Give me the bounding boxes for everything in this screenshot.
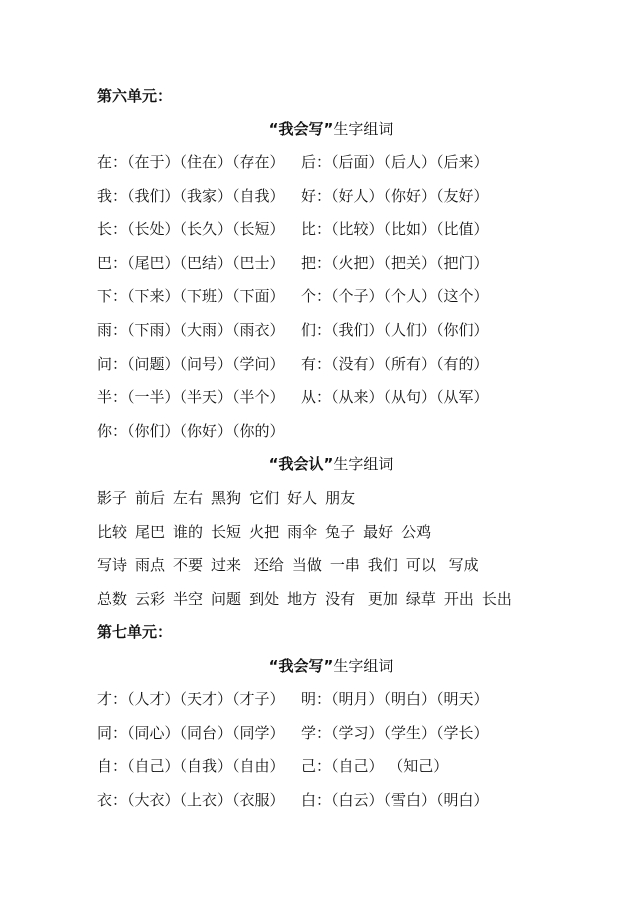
recognize-word: 没有	[325, 589, 356, 608]
heading-quote: “我会认”	[268, 455, 334, 473]
recognize-word: 火把	[249, 522, 280, 541]
entry-right: 学：（学习）（学生）（学长）	[301, 723, 489, 742]
recognize-word: 雨伞	[287, 522, 318, 541]
entry-left: 长：（长处）（长久）（长短）	[97, 220, 285, 239]
entry-left: 问：（问题）（问号）（学问）	[97, 354, 285, 373]
heading-quote: “我会写”	[268, 120, 334, 138]
recognize-word: 尾巴	[135, 522, 166, 541]
recognize-word: 还给	[249, 556, 284, 575]
heading-rest: 生字组词	[333, 657, 394, 675]
recognize-line	[97, 488, 363, 508]
entry-right: 好：（好人）（你好）（友好）	[301, 186, 489, 205]
recognize-word: 谁的	[173, 522, 204, 541]
recognize-word: 影子	[97, 489, 128, 507]
recognize-word: 开出	[443, 589, 474, 608]
recognize-word: 地方	[287, 589, 318, 608]
recognize-word: 云彩	[135, 589, 166, 608]
recognize-word: 我们	[367, 556, 398, 575]
entry-right: 们：（我们）（人们）（你们）	[301, 321, 489, 339]
recognize-word: 写成	[443, 556, 479, 575]
recognize-word: 写诗	[97, 556, 128, 575]
unit6-title: 第六单元：	[97, 87, 173, 105]
recognize-word: 黑狗	[211, 489, 242, 507]
recognize-word: 绿草	[405, 589, 436, 608]
entry-left: 我：（我们）（我家）（自我）	[97, 186, 285, 205]
recognize-word: 可以	[405, 556, 436, 575]
entry-right: 比：（比较）（比如）（比值）	[301, 220, 489, 239]
entry-left: 才：（人才）（天才）（才子）	[97, 690, 285, 708]
entry-left: 你：（你们）（你好）（你的）	[97, 421, 285, 440]
entry-left: 雨：（下雨）（大雨）（雨衣）	[97, 321, 285, 339]
recognize-word: 长出	[481, 589, 512, 608]
recognize-line	[97, 555, 487, 575]
entry-right: 后：（后面）（后人）（后来）	[301, 153, 489, 171]
unit7-write-heading	[0, 656, 640, 676]
recognize-word: 兔子	[325, 522, 356, 541]
recognize-word: 公鸡	[401, 522, 432, 541]
entry-right: 白：（白云）（雪白）（明白）	[301, 790, 489, 809]
recognize-line	[97, 522, 439, 542]
heading-rest: 生字组词	[333, 455, 394, 473]
entry-left: 半：（一半）（半天）（半个）	[97, 388, 285, 407]
recognize-word: 不要	[173, 556, 204, 575]
entry-left: 衣：（大衣）（上衣）（衣服）	[97, 790, 285, 809]
recognize-word: 半空	[173, 589, 204, 608]
recognize-word: 到处	[249, 589, 280, 608]
recognize-word: 它们	[249, 489, 280, 507]
recognize-word: 问题	[211, 589, 242, 608]
entry-left: 自：（自己）（自我）（自由）	[97, 757, 285, 776]
recognize-word: 长短	[211, 522, 242, 541]
recognize-word: 朋友	[325, 489, 356, 507]
entry-left: 下：（下来）（下班）（下面）	[97, 287, 285, 306]
unit6-recognize-heading	[0, 454, 640, 474]
recognize-word: 当做	[291, 556, 322, 575]
recognize-word: 过来	[211, 556, 242, 575]
entry-right: 己：（自己） （知己）	[301, 757, 449, 776]
entry-right: 从：（从来）（从句）（从军）	[301, 388, 489, 407]
entry-right: 个：（个子）（个人）（这个）	[301, 287, 489, 306]
entry-right: 把：（火把）（把关）（把门）	[301, 253, 489, 272]
recognize-word: 总数	[97, 589, 128, 608]
recognize-word: 最好	[363, 522, 394, 541]
unit7-title: 第七单元：	[97, 623, 173, 641]
recognize-line	[97, 589, 520, 609]
recognize-word: 更加	[363, 589, 398, 608]
entry-left: 在：（在于）（住在）（存在）	[97, 153, 285, 171]
entry-right: 明：（明月）（明白）（明天）	[301, 690, 489, 708]
recognize-word: 前后	[135, 489, 166, 507]
recognize-word: 左右	[173, 489, 204, 507]
entry-left: 巴：（尾巴）（巴结）（巴士）	[97, 253, 285, 272]
recognize-word: 一串	[329, 556, 360, 575]
heading-quote: “我会写”	[268, 657, 334, 675]
heading-rest: 生字组词	[333, 120, 394, 138]
entry-right: 有：（没有）（所有）（有的）	[301, 354, 489, 373]
recognize-word: 雨点	[135, 556, 166, 575]
entry-left: 同：（同心）（同台）（同学）	[97, 723, 285, 742]
recognize-word: 好人	[287, 489, 318, 507]
recognize-word: 比较	[97, 522, 128, 541]
unit6-write-heading	[0, 119, 640, 139]
